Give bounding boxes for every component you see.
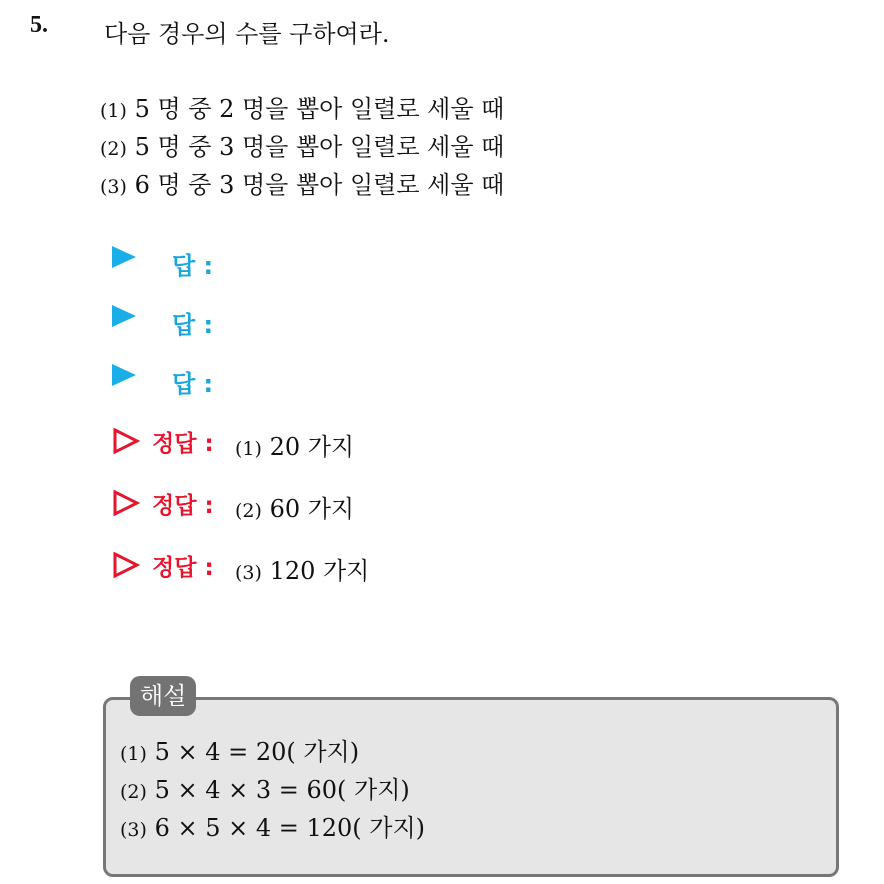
answer-blank-row	[112, 364, 214, 398]
explanation-lines	[120, 733, 425, 847]
explanation-line-number: (1)	[120, 743, 147, 765]
explanation-title: 해설	[130, 676, 196, 716]
answer-label: 답 :	[172, 311, 214, 339]
correct-answer-value	[235, 427, 354, 462]
sub-question-text: 6 명 중 3 명을 뽑아 일렬로 세울 때	[134, 171, 505, 199]
question-number: 5.	[30, 12, 48, 38]
solid-triangle-right-icon	[112, 246, 136, 268]
sub-question-list	[100, 90, 504, 204]
sub-question-number: (3)	[100, 176, 127, 198]
correct-answer-label: 정답 :	[152, 493, 214, 519]
solid-triangle-right-icon	[112, 305, 136, 327]
sub-question-number: (1)	[100, 100, 127, 122]
explanation-line	[120, 809, 425, 847]
correct-answer-label: 정답 :	[152, 431, 214, 457]
outline-triangle-right-icon	[112, 427, 140, 455]
correct-answer-value	[235, 551, 369, 586]
sub-question	[100, 90, 504, 128]
correct-answer-value	[235, 489, 354, 524]
correct-answer-text: 60 가지	[269, 495, 355, 523]
answer-label: 답 :	[172, 252, 214, 280]
explanation-line-number: (3)	[120, 819, 147, 841]
sub-question-number: (2)	[100, 138, 127, 160]
sub-question-text: 5 명 중 2 명을 뽑아 일렬로 세울 때	[134, 95, 505, 123]
answer-blank-row	[112, 246, 214, 280]
answer-blank-row	[112, 305, 214, 339]
sub-question	[100, 128, 504, 166]
correct-answer-text: 120 가지	[269, 557, 370, 585]
correct-answer-number: (2)	[235, 500, 262, 522]
sub-question-text: 5 명 중 3 명을 뽑아 일렬로 세울 때	[134, 133, 505, 161]
answer-label: 답 :	[172, 370, 214, 398]
correct-answer-text: 20 가지	[269, 433, 355, 461]
explanation-line-text: 5 × 4 = 20( 가지)	[154, 738, 360, 766]
explanation-line-text: 5 × 4 × 3 = 60( 가지)	[154, 776, 410, 804]
correct-answer-number: (1)	[235, 438, 262, 460]
outline-triangle-right-icon	[112, 489, 140, 517]
sub-question	[100, 166, 504, 204]
correct-answer-number: (3)	[235, 562, 262, 584]
correct-answer-label: 정답 :	[152, 555, 214, 581]
explanation-line	[120, 733, 425, 771]
explanation-line	[120, 771, 425, 809]
question-text: 다음 경우의 수를 구하여라.	[104, 20, 390, 48]
outline-triangle-right-icon	[112, 551, 140, 579]
explanation-line-number: (2)	[120, 781, 147, 803]
solid-triangle-right-icon	[112, 364, 136, 386]
explanation-line-text: 6 × 5 × 4 = 120( 가지)	[154, 814, 426, 842]
